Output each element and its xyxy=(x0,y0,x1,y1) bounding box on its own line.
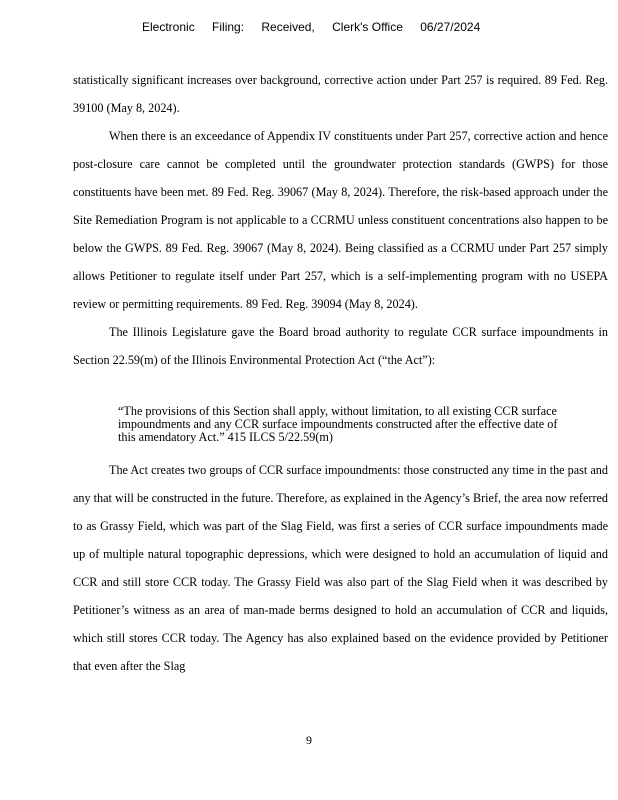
block-quote: “The provisions of this Section shall apply, without limitation, to all existing CCR surface impoundments and any CCR surface impoundments constructed after the effective date of this amendatory Act.” 415 ILCS 5/22.59(m) xyxy=(118,404,558,444)
header-filing: Filing: xyxy=(212,20,245,34)
header-electronic: Electronic xyxy=(142,20,195,34)
paragraph-3: The Illinois Legislature gave the Board broad authority to regulate CCR surface impoundments in Section 22.59(m) of the Illinois Environmental Protection Act (“the Act”): xyxy=(73,325,608,367)
header-clerks-office: Clerk's Office xyxy=(332,20,403,34)
paragraph-2: When there is an exceedance of Appendix IV constituents under Part 257, corrective action and hence post-closure care cannot be completed until the groundwater protection standards (GWPS) for those constituents have been met. 89 Fed. Reg. 39067 (May 8, 2024). Therefore, the risk-based approach under the Site Remediation Program is not applicable to a CCRMU unless constituent concentrations also happen to be below the GWPS. 89 Fed. Reg. 39067 (May 8, 2024). Being classified as a CCRMU under Part 257 simply allows Petitioner to regulate itself under Part 257, which is a self-implementing program with no USEPA review or permitting requirements. 89 Fed. Reg. 39094 (May 8, 2024). xyxy=(73,129,608,311)
paragraph-4: The Act creates two groups of CCR surface impoundments: those constructed any time in the past and any that will be constructed in the future. Therefore, as explained in the Agency’s Brief, the area now referred to as Grassy Field, which was part of the Slag Field, was first a series of CCR surface impoundments made up of multiple natural topographic depressions, which were designed to hold an accumulation of liquid and CCR and still store CCR today. The Grassy Field was also part of the Slag Field when it was described by Petitioner’s witness as an area of man-made berms designed to hold an accumulation of CCR and liquids, which still stores CCR today. The Agency has also explained based on the evidence provided by Petitioner that even after the Slag xyxy=(73,463,608,673)
filing-header xyxy=(142,20,494,34)
document-body xyxy=(73,66,608,374)
page-number: 9 xyxy=(306,733,312,747)
header-received: Received, xyxy=(261,20,315,34)
paragraph-1: statistically significant increases over background, corrective action under Part 257 is required. 89 Fed. Reg. 39100 (May 8, 2024). xyxy=(73,73,608,115)
header-date: 06/27/2024 xyxy=(420,20,481,34)
